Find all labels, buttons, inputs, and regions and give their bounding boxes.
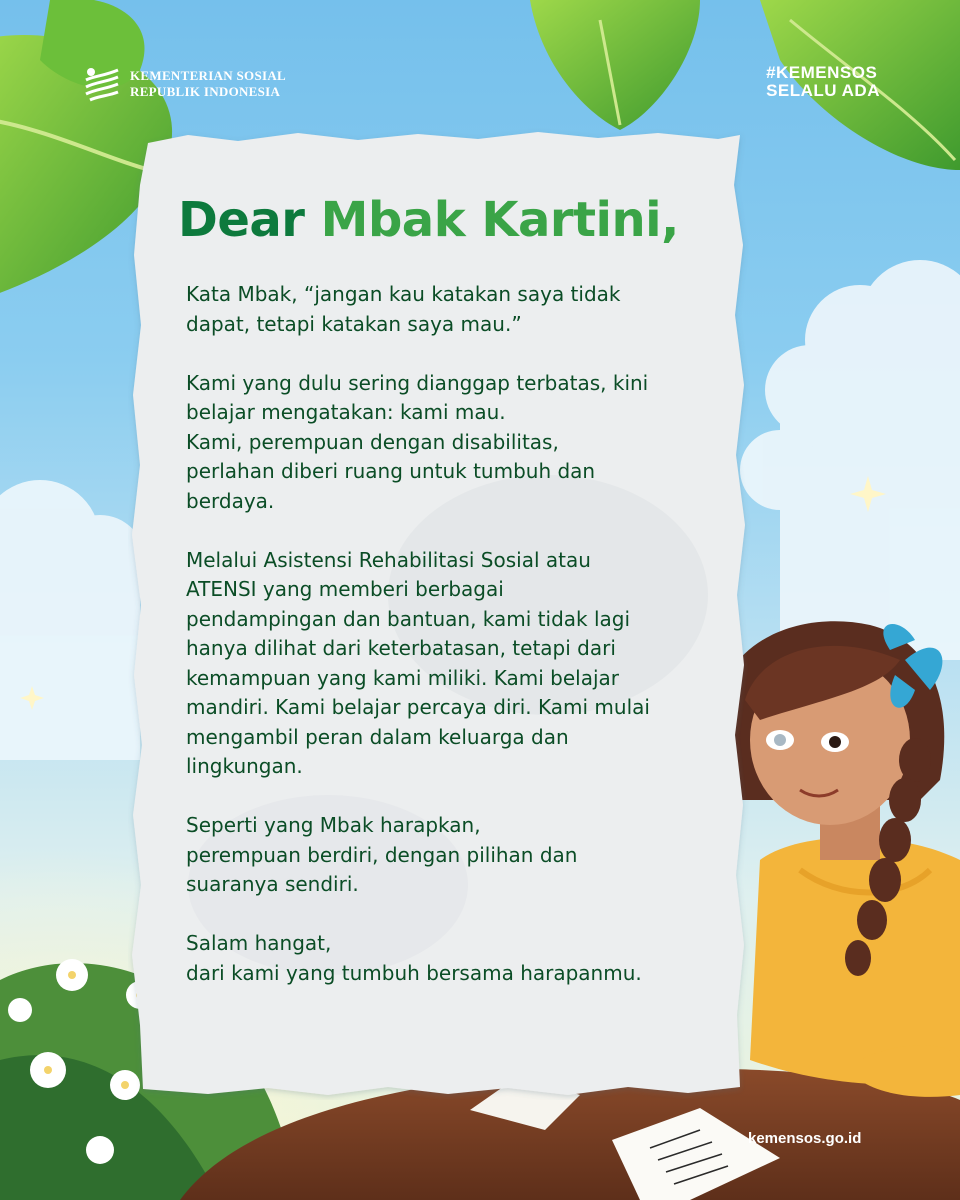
ministry-country: REPUBLIK INDONESIA [130, 84, 281, 99]
letter-line: berdaya. [186, 488, 275, 513]
letter-line: Kami, perempuan dengan disabilitas, [186, 429, 559, 454]
letter-line: perlahan diberi ruang untuk tumbuh dan [186, 459, 596, 483]
letter-line: ATENSI yang memberi berbagai [186, 577, 504, 601]
letter-line: Seperti yang Mbak harapkan, [186, 813, 481, 837]
letter-line: lingkungan. [186, 754, 303, 778]
greeting-prefix: Dear [178, 192, 321, 248]
ministry-emblem-icon [82, 66, 122, 102]
letter-line: dapat, tetapi katakan saya mau.” [186, 311, 522, 336]
letter-line: Melalui Asistensi Rehabilitasi Sosial atau [186, 547, 591, 572]
letter-paragraph [186, 369, 731, 517]
hashtag-line-1: #KEMENSOS [766, 63, 878, 82]
website-url: kemensos.go.id [748, 1130, 862, 1147]
ministry-name: KEMENTERIAN SOSIAL [130, 68, 287, 83]
letter-line: perempuan berdiri, dengan pilihan dan [186, 842, 578, 867]
letter-line: belajar mengatakan: kami mau. [186, 400, 506, 424]
letter-line: Kata Mbak, “jangan kau katakan saya tidak [186, 282, 621, 306]
letter-line: Kami yang dulu sering dianggap terbatas, kini [186, 370, 649, 395]
letter-line: kemampuan yang kami miliki. Kami belajar [186, 665, 620, 690]
letter-line: hanya dilihat dari keterbatasan, tetapi dari [186, 636, 616, 660]
letter-body [186, 280, 731, 988]
letter-paragraph [186, 929, 731, 988]
letter-paragraph [186, 811, 731, 900]
letter-line: Salam hangat, [186, 931, 332, 955]
letter-line: dari kami yang tumbuh bersama harapanmu. [186, 960, 642, 985]
campaign-hashtag [766, 64, 880, 100]
cloud-icon [740, 260, 960, 660]
letter-paragraph [186, 546, 731, 782]
letter-line: pendampingan dan bantuan, kami tidak lagi [186, 606, 631, 631]
ministry-logo [82, 66, 286, 102]
letter-greeting [178, 192, 679, 248]
letter-line: mandiri. Kami belajar percaya diri. Kami mulai [186, 695, 650, 719]
letter-paragraph [186, 280, 731, 339]
greeting-name: Mbak Kartini, [320, 192, 679, 248]
letter-line: mengambil peran dalam keluarga dan [186, 724, 569, 749]
letter-line: suaranya sendiri. [186, 872, 359, 896]
hashtag-line-2: SELALU ADA [766, 81, 880, 100]
leaf-icon [530, 0, 700, 130]
